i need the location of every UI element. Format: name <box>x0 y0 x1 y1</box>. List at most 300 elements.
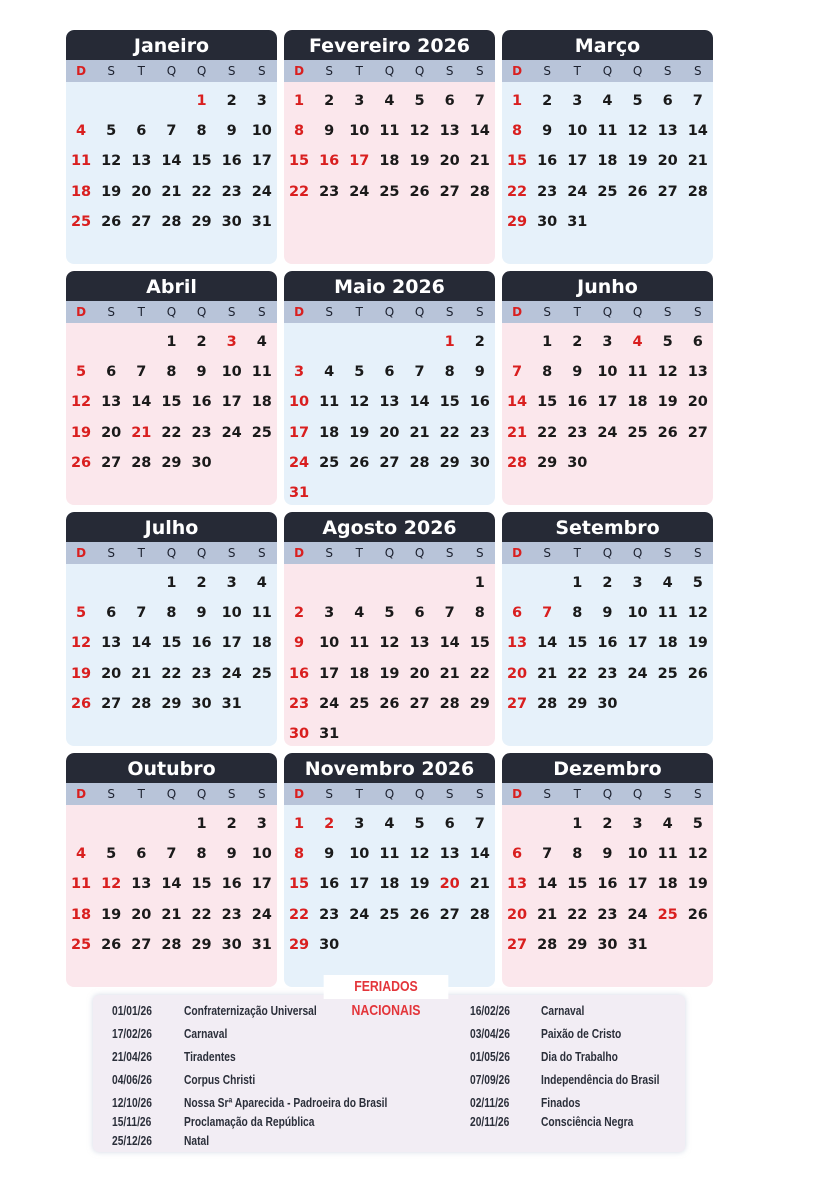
day-cell: 8 <box>196 846 207 863</box>
day-cell: 25 <box>251 424 272 441</box>
day-cell: 18 <box>657 635 678 652</box>
day-cell: 21 <box>506 424 528 441</box>
day-cell: 15 <box>506 153 528 170</box>
day-cell: 3 <box>632 575 643 591</box>
day-cell: 11 <box>657 605 678 622</box>
day-cell: 23 <box>221 183 242 200</box>
day-cell: 14 <box>537 876 558 893</box>
day-cell: 11 <box>379 846 400 863</box>
day-cell: 21 <box>131 424 152 441</box>
month-card <box>284 753 495 987</box>
day-cell: 16 <box>319 153 340 170</box>
day-cell: 6 <box>106 605 117 622</box>
holiday-date: 21/04/26 <box>112 1050 152 1064</box>
day-grid <box>502 805 713 960</box>
day-cell: 3 <box>294 364 305 381</box>
day-cell: 13 <box>439 123 460 140</box>
day-cell: 6 <box>136 123 147 140</box>
day-cell: 25 <box>379 183 400 200</box>
day-cell: 19 <box>687 635 708 652</box>
weekday-label: S <box>325 305 333 319</box>
day-cell: 11 <box>319 394 340 411</box>
day-cell: 15 <box>469 635 490 652</box>
weekday-label: T <box>573 546 581 560</box>
day-cell: 7 <box>542 605 553 622</box>
month-title: Junho <box>502 271 713 301</box>
weekday-label: D <box>512 305 523 319</box>
empty-cell <box>502 809 532 839</box>
day-cell: 25 <box>627 424 648 441</box>
weekday-label: Q <box>632 546 643 560</box>
day-cell: 22 <box>191 906 212 923</box>
holiday-name: Proclamação da República <box>184 1115 315 1129</box>
day-cell: 19 <box>657 394 678 411</box>
month-title: Setembro <box>502 512 713 542</box>
empty-cell <box>126 86 156 116</box>
weekday-label: S <box>445 64 454 78</box>
day-cell: 15 <box>191 876 212 893</box>
day-cell: 3 <box>256 93 267 109</box>
day-cell: 3 <box>354 93 365 109</box>
weekday-label: Q <box>414 64 425 78</box>
weekday-header <box>502 783 713 805</box>
day-cell: 24 <box>221 424 242 441</box>
day-cell: 19 <box>379 665 400 682</box>
month-card <box>66 512 277 746</box>
day-cell: 22 <box>469 665 490 682</box>
weekday-label: T <box>355 64 363 78</box>
day-cell: 28 <box>161 936 182 953</box>
month-title: Outubro <box>66 753 277 783</box>
day-cell: 3 <box>256 816 267 832</box>
day-cell: 18 <box>251 635 272 652</box>
weekday-label: T <box>355 305 363 319</box>
day-cell: 17 <box>288 424 310 441</box>
day-cell: 5 <box>76 605 87 622</box>
day-cell: 26 <box>687 906 708 923</box>
day-cell: 5 <box>354 364 365 381</box>
weekday-header <box>284 301 495 323</box>
day-cell: 22 <box>567 906 588 923</box>
day-cell: 4 <box>76 846 87 863</box>
day-cell: 1 <box>444 334 455 350</box>
day-cell: 8 <box>572 846 583 863</box>
weekday-label: T <box>137 64 145 78</box>
day-cell: 7 <box>474 93 485 109</box>
empty-cell <box>314 568 344 598</box>
day-cell: 4 <box>256 334 267 350</box>
holiday-name: Carnaval <box>184 1027 228 1041</box>
day-cell: 29 <box>439 454 460 471</box>
weekday-label: S <box>663 787 672 801</box>
month-card <box>502 753 713 987</box>
empty-cell <box>532 568 562 598</box>
weekday-label: Q <box>602 64 613 78</box>
day-cell: 5 <box>106 123 117 140</box>
day-cell: 31 <box>319 725 340 742</box>
weekday-label: D <box>76 546 87 560</box>
day-cell: 10 <box>221 605 242 622</box>
day-cell: 5 <box>414 816 425 832</box>
day-cell: 28 <box>469 183 490 200</box>
day-cell: 15 <box>288 153 310 170</box>
month-card <box>66 30 277 264</box>
day-grid <box>66 805 277 960</box>
weekday-header <box>284 783 495 805</box>
day-cell: 1 <box>542 334 553 350</box>
day-cell: 3 <box>572 93 583 109</box>
day-cell: 16 <box>469 394 490 411</box>
month-title: Agosto 2026 <box>284 512 495 542</box>
weekday-header <box>66 542 277 564</box>
empty-cell <box>284 568 314 598</box>
day-cell: 13 <box>687 364 708 381</box>
weekday-label: S <box>543 305 551 319</box>
empty-cell <box>344 327 374 357</box>
day-cell: 30 <box>319 936 340 953</box>
weekday-label: S <box>107 787 115 801</box>
day-cell: 2 <box>324 816 335 832</box>
day-cell: 20 <box>131 183 152 200</box>
weekday-label: S <box>445 787 454 801</box>
day-grid <box>502 564 713 719</box>
day-cell: 5 <box>106 846 117 863</box>
day-cell: 16 <box>597 876 618 893</box>
day-grid <box>284 82 495 207</box>
empty-cell <box>66 809 96 839</box>
day-cell: 8 <box>512 123 523 140</box>
day-cell: 9 <box>226 123 237 140</box>
day-cell: 18 <box>379 153 400 170</box>
day-cell: 25 <box>657 665 678 682</box>
day-cell: 25 <box>70 213 92 230</box>
day-cell: 10 <box>221 364 242 381</box>
day-cell: 3 <box>226 334 237 350</box>
holiday-date: 07/09/26 <box>470 1073 510 1087</box>
day-cell: 13 <box>506 876 528 893</box>
day-cell: 10 <box>319 635 340 652</box>
day-cell: 8 <box>572 605 583 622</box>
day-cell: 17 <box>251 876 272 893</box>
day-cell: 11 <box>597 123 618 140</box>
weekday-label: D <box>76 64 87 78</box>
day-cell: 23 <box>597 906 618 923</box>
day-cell: 16 <box>319 876 340 893</box>
day-cell: 12 <box>687 846 708 863</box>
day-cell: 15 <box>161 635 182 652</box>
day-cell: 26 <box>379 695 400 712</box>
day-cell: 18 <box>319 424 340 441</box>
day-cell: 31 <box>567 213 588 230</box>
day-cell: 2 <box>602 816 613 832</box>
day-cell: 21 <box>161 906 182 923</box>
weekday-label: S <box>325 64 333 78</box>
day-cell: 9 <box>602 605 613 622</box>
weekday-label: D <box>76 787 87 801</box>
day-cell: 27 <box>379 454 400 471</box>
weekday-label: S <box>258 64 266 78</box>
day-cell: 27 <box>131 936 152 953</box>
month-title: Janeiro <box>66 30 277 60</box>
day-cell: 24 <box>349 183 370 200</box>
weekday-header <box>284 542 495 564</box>
day-cell: 17 <box>221 635 242 652</box>
day-cell: 26 <box>70 695 92 712</box>
weekday-label: D <box>76 305 87 319</box>
day-cell: 16 <box>537 153 558 170</box>
empty-cell <box>96 327 126 357</box>
weekday-label: D <box>512 64 523 78</box>
day-cell: 10 <box>349 846 370 863</box>
day-cell: 7 <box>474 816 485 832</box>
weekday-label: S <box>694 787 702 801</box>
empty-cell <box>126 568 156 598</box>
day-cell: 14 <box>439 635 460 652</box>
day-cell: 12 <box>657 364 678 381</box>
empty-cell <box>96 568 126 598</box>
day-cell: 7 <box>136 605 147 622</box>
day-cell: 23 <box>469 424 490 441</box>
day-cell: 14 <box>469 846 490 863</box>
day-cell: 19 <box>70 665 92 682</box>
weekday-label: D <box>294 64 305 78</box>
day-cell: 22 <box>567 665 588 682</box>
weekday-label: Q <box>196 305 207 319</box>
day-cell: 28 <box>131 695 152 712</box>
holiday-date: 20/11/26 <box>470 1115 510 1129</box>
day-cell: 30 <box>469 454 490 471</box>
holiday-name: Corpus Christi <box>184 1073 256 1087</box>
day-cell: 8 <box>196 123 207 140</box>
weekday-label: S <box>227 64 236 78</box>
day-cell: 25 <box>251 665 272 682</box>
day-cell: 12 <box>101 876 122 893</box>
month-card <box>284 271 495 505</box>
day-cell: 18 <box>627 394 648 411</box>
weekday-label: S <box>445 305 454 319</box>
holiday-date: 17/02/26 <box>112 1027 152 1041</box>
day-cell: 17 <box>349 876 370 893</box>
holiday-date: 01/01/26 <box>112 1004 152 1018</box>
weekday-label: Q <box>602 305 613 319</box>
weekday-label: S <box>325 546 333 560</box>
day-cell: 18 <box>597 153 618 170</box>
day-cell: 30 <box>537 213 558 230</box>
empty-cell <box>96 809 126 839</box>
day-cell: 17 <box>567 153 588 170</box>
day-cell: 13 <box>131 153 152 170</box>
day-cell: 21 <box>469 153 490 170</box>
day-cell: 5 <box>632 93 643 109</box>
day-cell: 29 <box>191 213 212 230</box>
day-cell: 5 <box>384 605 395 622</box>
day-cell: 28 <box>409 454 430 471</box>
day-cell: 26 <box>627 183 648 200</box>
holiday-date: 25/12/26 <box>112 1134 152 1148</box>
day-cell: 8 <box>474 605 485 622</box>
day-cell: 20 <box>439 153 460 170</box>
day-cell: 30 <box>191 454 212 471</box>
day-cell: 25 <box>349 695 370 712</box>
day-cell: 25 <box>379 906 400 923</box>
day-cell: 16 <box>221 876 242 893</box>
day-cell: 10 <box>251 123 272 140</box>
holiday-date: 12/10/26 <box>112 1096 152 1110</box>
day-cell: 27 <box>101 454 122 471</box>
month-card <box>502 30 713 264</box>
day-cell: 12 <box>101 153 122 170</box>
day-cell: 10 <box>288 394 310 411</box>
day-cell: 2 <box>474 334 485 350</box>
day-cell: 1 <box>572 575 583 591</box>
day-cell: 5 <box>692 816 703 832</box>
day-cell: 4 <box>662 575 673 591</box>
weekday-label: T <box>355 546 363 560</box>
day-cell: 15 <box>537 394 558 411</box>
weekday-label: T <box>573 787 581 801</box>
day-cell: 29 <box>469 695 490 712</box>
day-cell: 21 <box>469 876 490 893</box>
day-cell: 27 <box>439 183 460 200</box>
day-cell: 7 <box>414 364 425 381</box>
day-cell: 22 <box>439 424 460 441</box>
holiday-name: Nossa Srª Aparecida - Padroeira do Brasil <box>184 1096 388 1110</box>
day-cell: 24 <box>567 183 588 200</box>
month-title: Maio 2026 <box>284 271 495 301</box>
day-cell: 24 <box>319 695 340 712</box>
weekday-label: Q <box>166 546 177 560</box>
day-cell: 23 <box>319 906 340 923</box>
day-cell: 4 <box>256 575 267 591</box>
day-cell: 24 <box>288 454 310 471</box>
day-cell: 22 <box>191 183 212 200</box>
day-cell: 7 <box>692 93 703 109</box>
day-cell: 6 <box>106 364 117 381</box>
day-cell: 6 <box>414 605 425 622</box>
day-cell: 20 <box>506 906 528 923</box>
day-cell: 20 <box>506 665 528 682</box>
empty-cell <box>96 86 126 116</box>
weekday-label: Q <box>384 546 395 560</box>
day-cell: 1 <box>512 93 523 109</box>
day-cell: 1 <box>166 575 177 591</box>
weekday-label: S <box>107 546 115 560</box>
day-cell: 7 <box>512 364 523 381</box>
weekday-label: Q <box>632 787 643 801</box>
holiday-name: Confraternização Universal <box>184 1004 317 1018</box>
weekday-label: T <box>355 787 363 801</box>
day-cell: 22 <box>161 665 182 682</box>
day-cell: 19 <box>687 876 708 893</box>
day-cell: 29 <box>567 695 588 712</box>
holiday-name: Independência do Brasil <box>541 1073 660 1087</box>
empty-cell <box>374 327 404 357</box>
day-cell: 13 <box>657 123 678 140</box>
holiday-name: Natal <box>184 1134 210 1148</box>
day-cell: 11 <box>379 123 400 140</box>
day-cell: 24 <box>221 665 242 682</box>
day-cell: 20 <box>379 424 400 441</box>
day-cell: 12 <box>70 394 92 411</box>
day-cell: 28 <box>161 213 182 230</box>
day-cell: 4 <box>76 123 87 140</box>
day-cell: 30 <box>597 695 618 712</box>
day-cell: 14 <box>161 876 182 893</box>
weekday-label: S <box>258 546 266 560</box>
day-cell: 6 <box>384 364 395 381</box>
day-cell: 10 <box>627 605 648 622</box>
day-cell: 13 <box>409 635 430 652</box>
holidays-title: FERIADOS NACIONAIS <box>324 975 449 999</box>
day-cell: 18 <box>70 906 92 923</box>
day-cell: 26 <box>409 906 430 923</box>
holiday-name: Carnaval <box>541 1004 585 1018</box>
day-cell: 4 <box>384 93 395 109</box>
weekday-label: T <box>137 305 145 319</box>
day-cell: 20 <box>687 394 708 411</box>
day-cell: 12 <box>409 846 430 863</box>
day-cell: 6 <box>512 605 523 622</box>
day-cell: 3 <box>632 816 643 832</box>
day-cell: 11 <box>627 364 648 381</box>
weekday-label: Q <box>632 64 643 78</box>
day-cell: 4 <box>602 93 613 109</box>
day-cell: 8 <box>166 364 177 381</box>
day-cell: 24 <box>627 665 648 682</box>
empty-cell <box>126 327 156 357</box>
weekday-label: Q <box>414 305 425 319</box>
day-grid <box>284 564 495 746</box>
day-cell: 29 <box>191 936 212 953</box>
day-cell: 4 <box>662 816 673 832</box>
day-cell: 9 <box>226 846 237 863</box>
day-cell: 8 <box>294 846 305 863</box>
empty-cell <box>66 568 96 598</box>
day-cell: 25 <box>597 183 618 200</box>
weekday-label: D <box>294 305 305 319</box>
weekday-label: S <box>258 305 266 319</box>
day-cell: 5 <box>414 93 425 109</box>
day-cell: 15 <box>288 876 310 893</box>
day-cell: 23 <box>221 906 242 923</box>
day-cell: 27 <box>687 424 708 441</box>
day-cell: 24 <box>627 906 648 923</box>
day-cell: 29 <box>161 695 182 712</box>
weekday-label: S <box>227 787 236 801</box>
month-title: Julho <box>66 512 277 542</box>
weekday-label: Q <box>166 64 177 78</box>
day-cell: 2 <box>542 93 553 109</box>
day-cell: 1 <box>572 816 583 832</box>
day-cell: 9 <box>542 123 553 140</box>
empty-cell <box>126 809 156 839</box>
day-cell: 12 <box>70 635 92 652</box>
day-cell: 18 <box>349 665 370 682</box>
day-cell: 7 <box>166 846 177 863</box>
holiday-date: 03/04/26 <box>470 1027 510 1041</box>
day-cell: 14 <box>469 123 490 140</box>
day-cell: 28 <box>537 936 558 953</box>
day-cell: 24 <box>597 424 618 441</box>
day-cell: 30 <box>597 936 618 953</box>
empty-cell <box>405 568 435 598</box>
day-cell: 19 <box>349 424 370 441</box>
day-cell: 6 <box>512 846 523 863</box>
day-cell: 1 <box>196 816 207 832</box>
day-cell: 11 <box>657 846 678 863</box>
day-cell: 2 <box>324 93 335 109</box>
day-grid <box>284 323 495 505</box>
